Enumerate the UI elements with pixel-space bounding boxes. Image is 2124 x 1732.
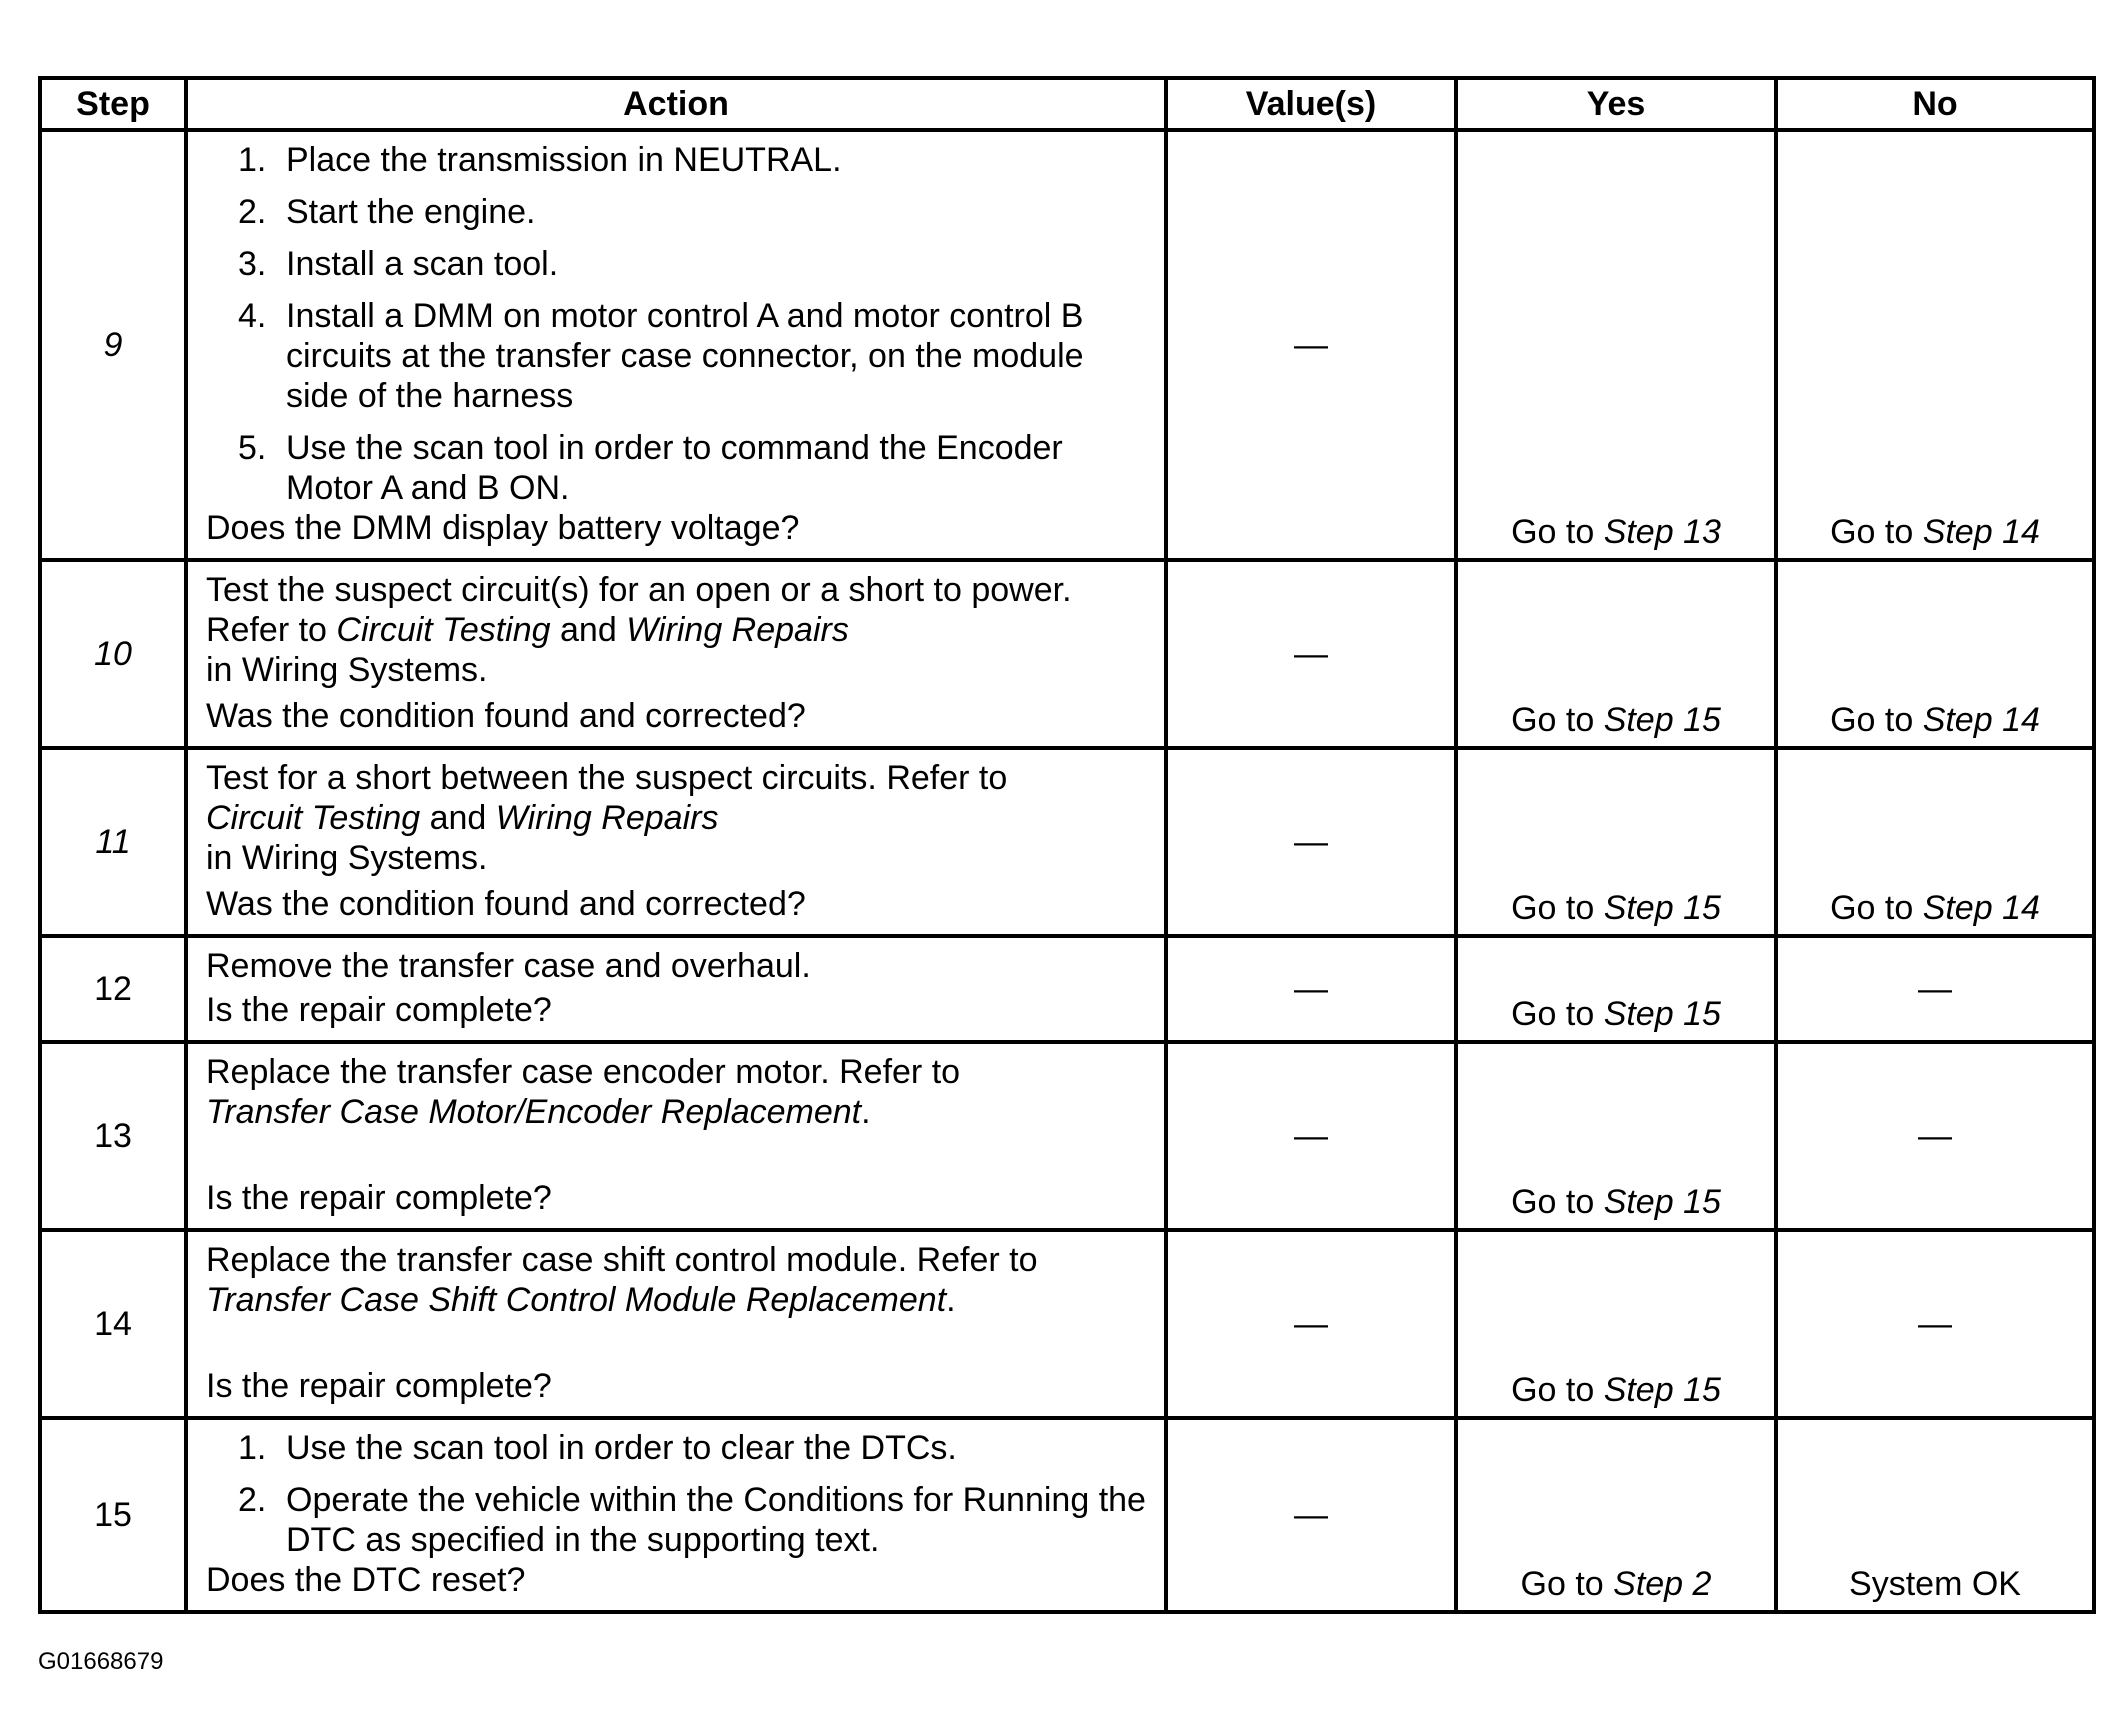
list-item: 4. Install a DMM on motor control A and motor control B circuits at the transfer case connector, on the module side of the harness xyxy=(238,297,1084,415)
step-number: 13 xyxy=(40,1042,186,1230)
no-cell: Go to Step 14 xyxy=(1776,130,2094,560)
no-cell: System OK xyxy=(1776,1418,2094,1612)
step-number: 15 xyxy=(40,1418,186,1612)
step-number: 10 xyxy=(40,560,186,748)
list-item: 2. Start the engine. xyxy=(238,193,536,231)
values-cell: — xyxy=(1166,748,1456,936)
question-text: Was the condition found and corrected? xyxy=(206,697,806,735)
question-text: Does the DMM display battery voltage? xyxy=(206,509,800,547)
figure-id: G01668679 xyxy=(38,1648,164,1675)
yes-cell: Go to Step 15 xyxy=(1456,1042,1776,1230)
question-text: Is the repair complete? xyxy=(206,991,552,1029)
action-text: Test for a short between the suspect circuits. Refer to Circuit Testing and Wiring Repairs in Wiring Systems. xyxy=(206,759,1008,877)
action-cell xyxy=(186,130,1166,560)
values-cell: — xyxy=(1166,130,1456,560)
action-cell xyxy=(186,1418,1166,1612)
yes-cell: Go to Step 15 xyxy=(1456,748,1776,936)
step-number: 12 xyxy=(40,936,186,1042)
header-values: Value(s) xyxy=(1166,78,1456,130)
question-text: Is the repair complete? xyxy=(206,1367,552,1405)
no-cell: — xyxy=(1776,1042,2094,1230)
table-row xyxy=(40,130,2094,560)
diagnostic-table xyxy=(38,76,2096,1614)
question-text: Was the condition found and corrected? xyxy=(206,885,806,923)
yes-cell: Go to Step 13 xyxy=(1456,130,1776,560)
question-text: Is the repair complete? xyxy=(206,1179,552,1217)
action-cell xyxy=(186,748,1166,936)
action-cell xyxy=(186,1042,1166,1230)
action-steps-list xyxy=(206,140,1150,508)
values-cell: — xyxy=(1166,560,1456,748)
step-number: 9 xyxy=(40,130,186,560)
action-text: Replace the transfer case encoder motor. Refer to Transfer Case Motor/Encoder Replacement. xyxy=(206,1053,961,1131)
yes-cell: Go to Step 15 xyxy=(1456,1230,1776,1418)
header-yes: Yes xyxy=(1456,78,1776,130)
list-item: 5. Use the scan tool in order to command the Encoder Motor A and B ON. xyxy=(238,429,1063,507)
action-steps-list xyxy=(206,1428,1150,1560)
table-row xyxy=(40,560,2094,748)
yes-cell: Go to Step 2 xyxy=(1456,1418,1776,1612)
values-cell: — xyxy=(1166,1042,1456,1230)
header-step: Step xyxy=(40,78,186,130)
step-number: 14 xyxy=(40,1230,186,1418)
header-action: Action xyxy=(186,78,1166,130)
no-cell: Go to Step 14 xyxy=(1776,560,2094,748)
action-cell xyxy=(186,560,1166,748)
action-text: Test the suspect circuit(s) for an open or a short to power. Refer to Circuit Testing and Wiring Repairs in Wiring Systems. xyxy=(206,571,1072,689)
values-cell: — xyxy=(1166,1230,1456,1418)
action-cell xyxy=(186,1230,1166,1418)
no-cell: — xyxy=(1776,936,2094,1042)
table-row xyxy=(40,1042,2094,1230)
table-row xyxy=(40,748,2094,936)
yes-cell: Go to Step 15 xyxy=(1456,936,1776,1042)
list-item: 1. Place the transmission in NEUTRAL. xyxy=(238,141,842,179)
list-item: 3. Install a scan tool. xyxy=(238,245,559,283)
values-cell: — xyxy=(1166,936,1456,1042)
action-text: Replace the transfer case shift control module. Refer to Transfer Case Shift Control Module Replacement. xyxy=(206,1241,1038,1319)
step-number: 11 xyxy=(40,748,186,936)
table-row xyxy=(40,1418,2094,1612)
no-cell: — xyxy=(1776,1230,2094,1418)
yes-cell: Go to Step 15 xyxy=(1456,560,1776,748)
values-cell: — xyxy=(1166,1418,1456,1612)
no-cell: Go to Step 14 xyxy=(1776,748,2094,936)
action-text: Remove the transfer case and overhaul. xyxy=(206,947,811,985)
header-no: No xyxy=(1776,78,2094,130)
table-row xyxy=(40,936,2094,1042)
header-row xyxy=(40,78,2094,130)
list-item: 1. Use the scan tool in order to clear the DTCs. xyxy=(238,1429,957,1467)
question-text: Does the DTC reset? xyxy=(206,1561,526,1599)
list-item: 2. Operate the vehicle within the Conditions for Running the DTC as specified in the supporting text. xyxy=(238,1481,1146,1559)
action-cell xyxy=(186,936,1166,1042)
table-row xyxy=(40,1230,2094,1418)
